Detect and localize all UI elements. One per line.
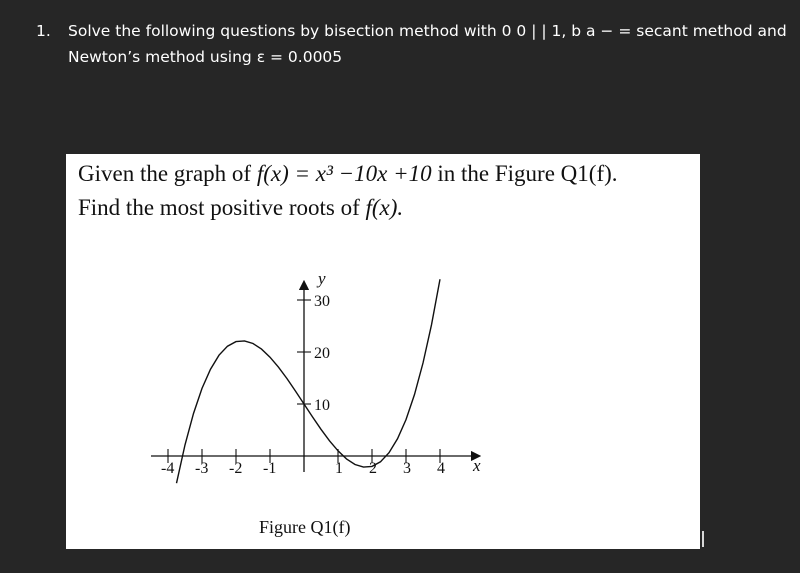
y-tick-label: 10 bbox=[314, 397, 330, 414]
question-line-2: Newton’s method using ε = 0.0005 bbox=[68, 48, 343, 66]
x-tick-label: -2 bbox=[229, 460, 243, 477]
x-tick-label: 1 bbox=[335, 460, 343, 477]
x-tick-label: 4 bbox=[437, 460, 445, 477]
image-edge bbox=[702, 531, 704, 547]
problem-line-2-prefix: Find the most positive roots of bbox=[78, 195, 366, 220]
x-tick-label: -3 bbox=[195, 460, 209, 477]
problem-line-1-prefix: Given the graph of bbox=[78, 161, 257, 186]
function-reference: f(x). bbox=[365, 195, 404, 220]
y-tick-label: 30 bbox=[314, 293, 330, 310]
x-tick-label: -1 bbox=[263, 460, 277, 477]
problem-line-1-suffix: in the Figure Q1(f). bbox=[431, 161, 618, 186]
y-axis-label: y bbox=[318, 269, 326, 288]
x-tick-label: 2 bbox=[369, 460, 377, 477]
question-number: 1. bbox=[36, 22, 51, 40]
function-curve bbox=[177, 279, 441, 483]
problem-image bbox=[66, 154, 700, 549]
question-text bbox=[68, 18, 788, 70]
x-tick-label: -4 bbox=[161, 460, 175, 477]
question-line-1: Solve the following questions by bisection method with 0 0 | | 1, b a − = secant method and bbox=[68, 22, 787, 40]
function-graph bbox=[66, 154, 700, 549]
figure-caption: Figure Q1(f) bbox=[259, 517, 351, 537]
x-tick-label: 3 bbox=[403, 460, 411, 477]
function-expression: f(x) = x³ −10x +10 bbox=[256, 161, 432, 186]
x-axis-label: x bbox=[473, 456, 481, 475]
y-tick-label: 20 bbox=[314, 345, 330, 362]
